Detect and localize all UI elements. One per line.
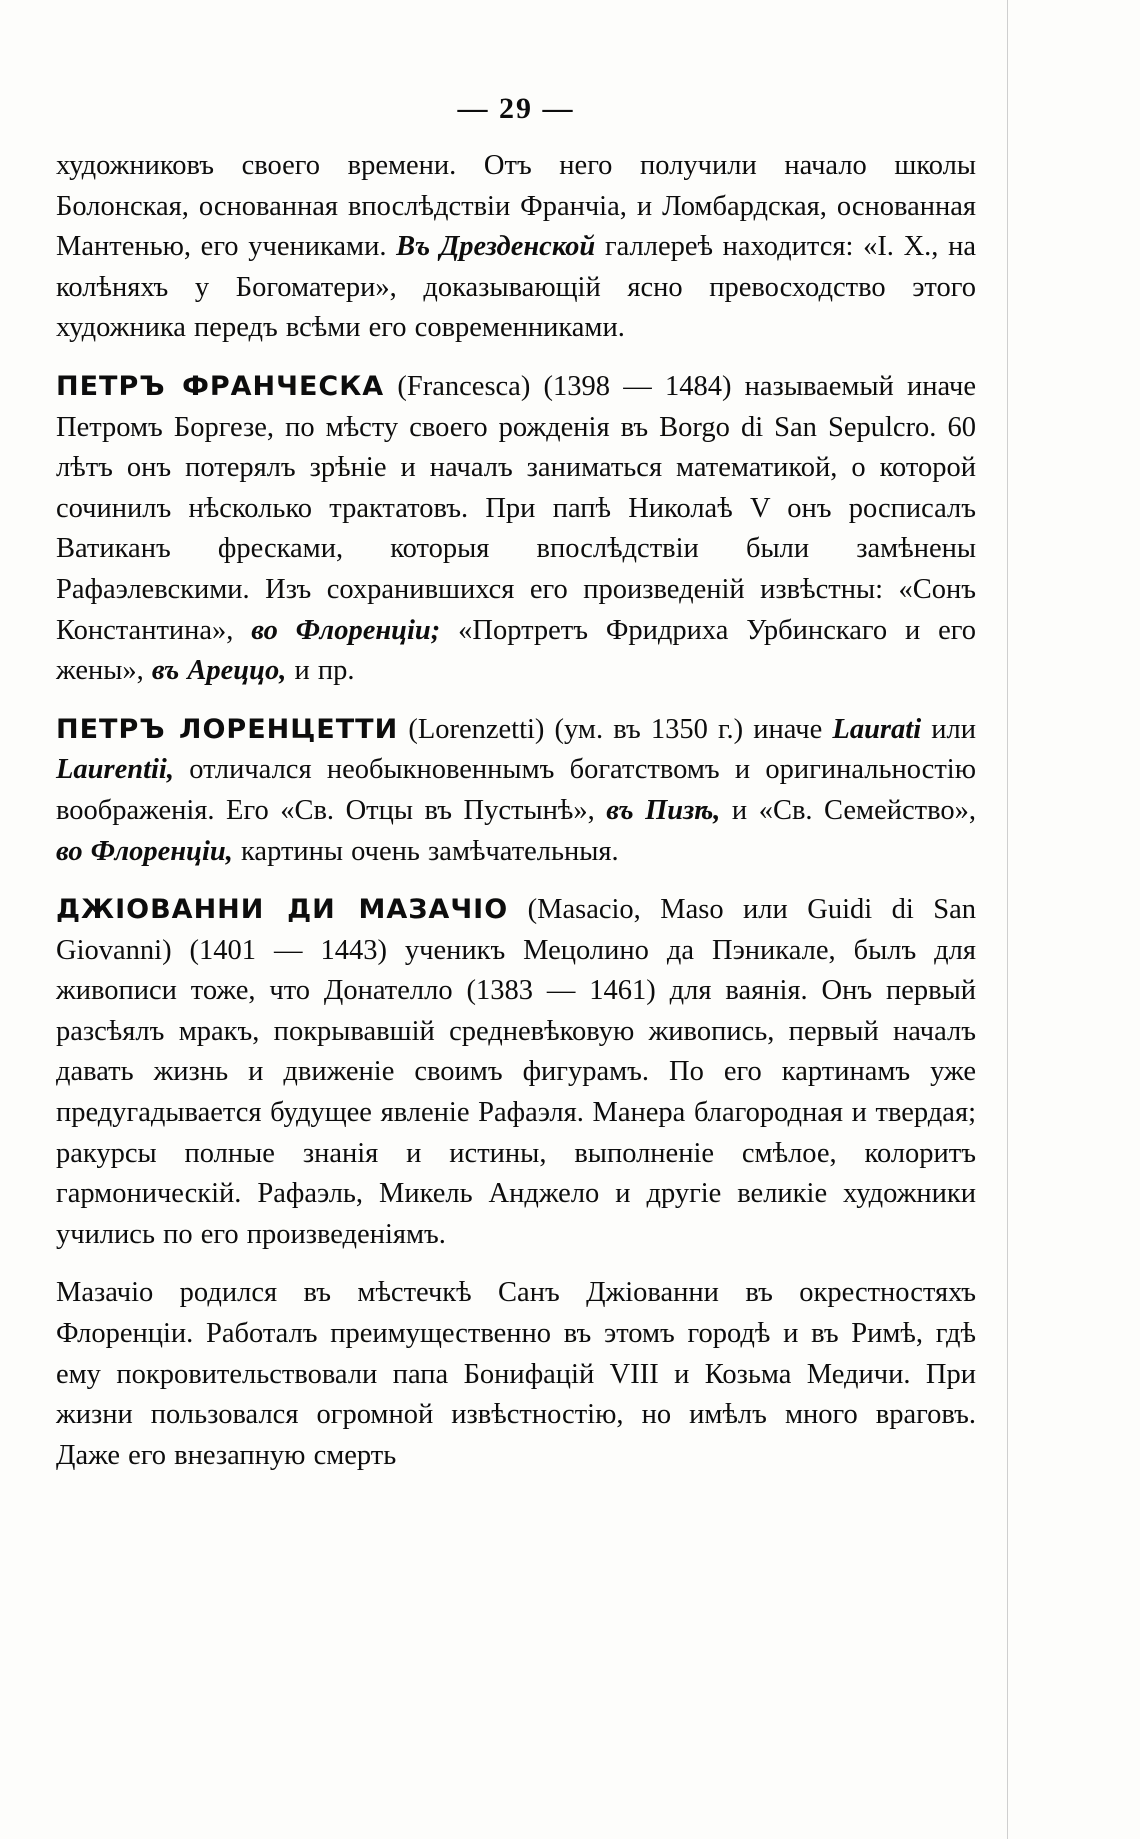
text-segment: (Masacio, Maso или Guidi di San Giovanni) (1401 — 1443) ученикъ Мецолино да Пэникале, былъ для живописи тоже, что Донателло (1383 — 1461) для ваянія. Онъ первый разсѣялъ мракъ, покрывавшій средневѣковую живопись, первый началъ давать жизнь и движеніе своимъ фигурамъ. По его картинамъ уже предугадывается будущее явленіе Рафаэля. Манера благородная и твердая; ракурсы полные знанія и истины, выполненіе смѣлое, колоритъ гармоническій. Рафаэль, Микель Анджело и другіе великіе художники учились по его произведеніямъ.: [56, 894, 977, 1250]
artist-name-francesca: ПЕТРЪ ФРАНЧЕСКА: [56, 370, 385, 402]
text-segment-italic: въ Ареццо,: [151, 655, 287, 687]
text-segment: галлереѣ находится: «І. Х., на колѣняхъ у Богоматери», доказывающій ясно превосходство этого художника передъ всѣми его современниками.: [56, 231, 977, 344]
text-segment: отличался необыкновеннымъ богатствомъ и оригинальностію воображенія. Его «Св. Отцы въ Пустынѣ»,: [56, 754, 976, 826]
paragraph-masaccio-life: [56, 1273, 976, 1476]
text-segment-italic: въ Пизѣ,: [606, 794, 721, 826]
text-segment: и «Св. Семейство»,: [720, 794, 976, 826]
page-edge-line: [1007, 0, 1008, 1839]
page-number: — 29 —: [457, 92, 575, 125]
artist-name-lorenzetti: ПЕТРЪ ЛОРЕНЦЕТТИ: [56, 713, 399, 745]
paragraph-masaccio: [56, 890, 976, 1255]
text-segment-italic: во Флоренціи,: [56, 835, 233, 867]
text-segment: (Lorenzetti) (ум. въ 1350 г.) иначе: [398, 713, 833, 745]
paragraph-francesca: [56, 367, 976, 692]
text-segment-italic: Laurentii,: [56, 754, 174, 786]
text-segment-italic: Laurati: [832, 713, 922, 745]
text-segment-italic: во Флоренціи;: [251, 614, 441, 646]
paragraph-lorenzetti: [56, 710, 976, 872]
text-segment: художниковъ своего времени. Отъ него получили начало школы Болонская, основанная впослѣдствіи Франчіа, и Ломбардская, основанная Мантенью, его учениками.: [56, 150, 976, 263]
text-segment: Мазачіо родился въ мѣстечкѣ Санъ Джіованни въ окрестностяхъ Флоренціи. Работалъ преимущественно въ этомъ городѣ и въ Римѣ, гдѣ ему покровительствовали папа Бонифацій VIII и Козьма Медичи. При жизни пользовался огромной извѣстностію, но имѣлъ много враговъ. Даже его внезапную смерть: [56, 1277, 976, 1471]
text-segment-italic: Въ Дрезденской: [396, 231, 596, 263]
text-segment: картины очень замѣчательныя.: [232, 835, 619, 867]
paragraph-intro: [56, 146, 976, 349]
book-page: [56, 92, 976, 1476]
artist-name-masaccio: ДЖІОВАННИ ДИ МАЗАЧІО: [56, 894, 509, 926]
text-segment: и пр.: [286, 655, 355, 687]
text-segment: или: [921, 713, 976, 745]
text-segment: «Портретъ Фридриха Урбинскаго и его жены»,: [56, 614, 976, 687]
text-segment: (Francesca) (1398 — 1484) называемый иначе Петромъ Боргезе, по мѣсту своего рожденія въ Borgo di San Sepulcro. 60 лѣтъ онъ потерялъ зрѣніе и началъ заниматься математикой, о которой сочинилъ нѣсколько трактатовъ. При папѣ Николаѣ V онъ росписалъ Ватиканъ фресками, которыя впослѣдствіи были замѣнены Рафаэлевскими. Изъ сохранившихся его произведеній извѣстны: «Сонъ Константина»,: [56, 370, 976, 646]
